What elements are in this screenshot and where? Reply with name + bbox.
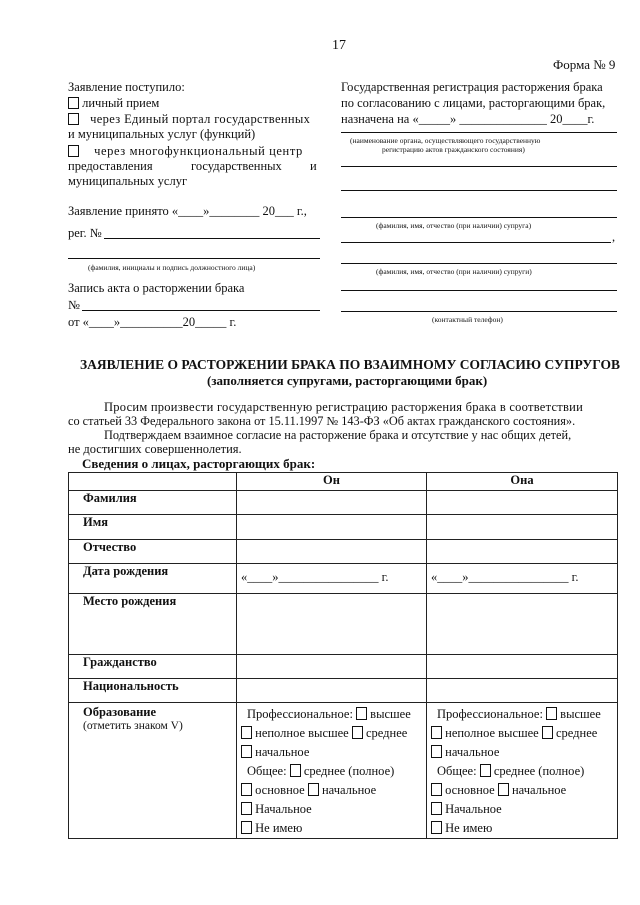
she-edu-line-7 (431, 819, 613, 838)
organ-line-3 (341, 190, 617, 191)
option-mfc-label-2a: предоставления (68, 159, 153, 173)
paragraph-1-line-1: Просим произвести государственную регистрацию расторжения брака в соответствии (104, 400, 584, 414)
he-patronymic-cell[interactable] (237, 540, 427, 564)
she-edu-none-label: Не имею (445, 821, 493, 835)
education-label: Образование (83, 705, 157, 719)
he-education-cell (237, 703, 427, 839)
he-citizenship-cell[interactable] (237, 655, 427, 679)
wife-caption: (фамилия, имя, отчество (при наличии) супруги) (376, 267, 532, 276)
he-birthplace-cell[interactable] (237, 594, 427, 655)
he-edu-secondary-full-label: среднее (полное) (303, 764, 395, 778)
he-edu-basic-label: основное (255, 783, 305, 797)
he-edu-none-label: Не имею (255, 821, 303, 835)
option-portal (68, 112, 310, 127)
paragraph-1-line-2: со статьей 33 Федерального закона от 15.11.1997 № 143-ФЗ «Об актах гражданского состояния». (68, 414, 576, 428)
row-surname-label: Фамилия (69, 491, 237, 515)
she-edu-line-4 (431, 762, 613, 781)
wife-line (341, 263, 617, 264)
wife-line-2 (341, 290, 617, 291)
he-edu-line-3 (241, 743, 422, 762)
she-checkbox-basic[interactable] (431, 783, 442, 796)
she-nationality-cell[interactable] (427, 679, 618, 703)
he-name-cell[interactable] (237, 515, 427, 540)
husband-line-2 (341, 242, 611, 243)
phone-line (341, 311, 617, 312)
option-mfc-label-2c: и (310, 159, 317, 173)
record-no-label: № (68, 298, 80, 312)
he-edu-higher-label: высшее (370, 707, 411, 721)
she-checkbox-higher[interactable] (546, 707, 557, 720)
official-caption: (фамилия, инициалы и подпись должностного лица) (88, 263, 256, 272)
she-name-cell[interactable] (427, 515, 618, 540)
he-edu-line-5 (241, 781, 422, 800)
he-checkbox-higher[interactable] (356, 707, 367, 720)
he-edu-line-4 (241, 762, 422, 781)
she-citizenship-cell[interactable] (427, 655, 618, 679)
she-checkbox-primary-general[interactable] (498, 783, 509, 796)
organ-line (341, 132, 617, 133)
she-checkbox-none[interactable] (431, 821, 442, 834)
row-name-label: Имя (69, 515, 237, 540)
organ-line-2 (341, 166, 617, 167)
she-edu-line-1 (431, 705, 613, 724)
option-mfc-label-2b: государственных (191, 159, 282, 173)
accepted-line: Заявление принято «____»________ 20___ г., (68, 204, 307, 218)
he-edu-primary-general-label: начальное (321, 783, 377, 797)
row-patronymic-label: Отчество (69, 540, 237, 564)
she-edu-prof-label: Профессиональное: (437, 707, 543, 721)
option-personal (68, 96, 159, 111)
he-edu-line-7 (241, 819, 422, 838)
row-nationality-label: Национальность (69, 679, 237, 703)
she-patronymic-cell[interactable] (427, 540, 618, 564)
reg-no-line (104, 238, 320, 239)
she-checkbox-secondary[interactable] (542, 726, 553, 739)
he-checkbox-initial[interactable] (241, 802, 252, 815)
page-number: 17 (332, 38, 346, 53)
phone-caption: (контактный телефон) (432, 315, 503, 324)
she-checkbox-secondary-full[interactable] (480, 764, 491, 777)
option-personal-label: личный прием (82, 96, 160, 110)
paragraph-2-line-1: Подтверждаем взаимное согласие на расторжение брака и отсутствие у нас общих детей, (104, 428, 572, 442)
column-he: Он (237, 473, 427, 491)
he-edu-line-1 (241, 705, 422, 724)
row-birthdate-label: Дата рождения (69, 564, 237, 594)
he-edu-line-2 (241, 724, 422, 743)
he-edu-initial-label: Начальное (255, 802, 312, 816)
table-title: Сведения о лицах, расторгающих брак: (82, 456, 316, 471)
record-date: от «____»__________20_____ г. (68, 315, 237, 329)
option-portal-label-2: и муниципальных услуг (функций) (68, 127, 256, 141)
she-birthdate-cell[interactable]: «____»________________ г. (427, 564, 618, 594)
column-she: Она (427, 473, 618, 491)
she-checkbox-incomplete-higher[interactable] (431, 726, 442, 739)
he-checkbox-primary[interactable] (241, 745, 252, 758)
he-edu-primary-label: начальное (255, 745, 310, 759)
husband-comma: , (612, 230, 616, 244)
registration-title-1: Государственная регистрация расторжения брака (341, 80, 603, 94)
option-mfc-label-3: муниципальных услуг (68, 174, 188, 188)
he-edu-incomplete-higher-label: неполное высшее (255, 726, 349, 740)
checkbox-personal[interactable] (68, 97, 79, 109)
he-edu-prof-label: Профессиональное: (247, 707, 353, 721)
she-edu-line-3 (431, 743, 613, 762)
he-surname-cell[interactable] (237, 491, 427, 515)
he-checkbox-none[interactable] (241, 821, 252, 834)
form-number: Форма № 9 (553, 57, 616, 72)
she-edu-basic-label: основное (445, 783, 495, 797)
she-education-cell (427, 703, 618, 839)
he-checkbox-secondary-full[interactable] (290, 764, 301, 777)
he-edu-general-label: Общее: (247, 764, 287, 778)
he-checkbox-incomplete-higher[interactable] (241, 726, 252, 739)
husband-line (341, 217, 617, 218)
she-checkbox-initial[interactable] (431, 802, 442, 815)
she-birthplace-cell[interactable] (427, 594, 618, 655)
she-checkbox-primary[interactable] (431, 745, 442, 758)
she-edu-line-5 (431, 781, 613, 800)
paragraph-2-line-2: не достигших совершеннолетия. (68, 442, 242, 456)
received-title: Заявление поступило: (68, 80, 185, 94)
statement-heading: ЗАЯВЛЕНИЕ О РАСТОРЖЕНИИ БРАКА ПО ВЗАИМНОМУ СОГЛАСИЮ СУПРУГОВ (80, 357, 621, 372)
she-edu-primary-general-label: начальное (511, 783, 567, 797)
she-edu-incomplete-higher-label: неполное высшее (445, 726, 539, 740)
she-edu-secondary-full-label: среднее (полное) (493, 764, 585, 778)
she-edu-initial-label: Начальное (445, 802, 502, 816)
he-checkbox-basic[interactable] (241, 783, 252, 796)
option-mfc (68, 144, 303, 159)
checkbox-mfc[interactable] (68, 145, 79, 157)
organ-caption-2: регистрацию актов гражданского состояния) (382, 145, 525, 154)
organ-caption-1: (наименование органа, осуществляющего государственную (350, 136, 541, 145)
he-edu-secondary-label: среднее (365, 726, 408, 740)
reg-no-label: рег. № (68, 226, 102, 240)
registration-title-2: по согласованию с лицами, расторгающими брак, (341, 96, 606, 110)
option-portal-label-1: через Единый портал государственных (90, 112, 311, 126)
record-no-line (82, 310, 320, 311)
she-edu-line-2 (431, 724, 613, 743)
she-surname-cell[interactable] (427, 491, 618, 515)
official-line (68, 258, 320, 259)
she-edu-secondary-label: среднее (555, 726, 598, 740)
row-education-label (69, 703, 237, 839)
he-checkbox-secondary[interactable] (352, 726, 363, 739)
she-edu-line-6 (431, 800, 613, 819)
she-edu-primary-label: начальное (445, 745, 500, 759)
education-hint: (отметить знаком V) (83, 720, 183, 732)
she-edu-general-label: Общее: (437, 764, 477, 778)
option-mfc-label-1: через многофункциональный центр (94, 144, 303, 158)
row-citizenship-label: Гражданство (69, 655, 237, 679)
spouses-table (68, 472, 618, 839)
husband-caption: (фамилия, имя, отчество (при наличии) супруга) (376, 221, 532, 230)
checkbox-portal[interactable] (68, 113, 79, 125)
record-title: Запись акта о расторжении брака (68, 281, 245, 295)
registration-title-3: назначена на «_____» ______________ 20____г. (341, 112, 595, 126)
statement-subheading: (заполняется супругами, расторгающими брак) (207, 373, 488, 388)
he-edu-line-6 (241, 800, 422, 819)
he-checkbox-primary-general[interactable] (308, 783, 319, 796)
he-birthdate-cell[interactable]: «____»________________ г. (237, 564, 427, 594)
table-corner (69, 473, 237, 491)
she-edu-higher-label: высшее (560, 707, 601, 721)
row-birthplace-label: Место рождения (69, 594, 237, 655)
he-nationality-cell[interactable] (237, 679, 427, 703)
